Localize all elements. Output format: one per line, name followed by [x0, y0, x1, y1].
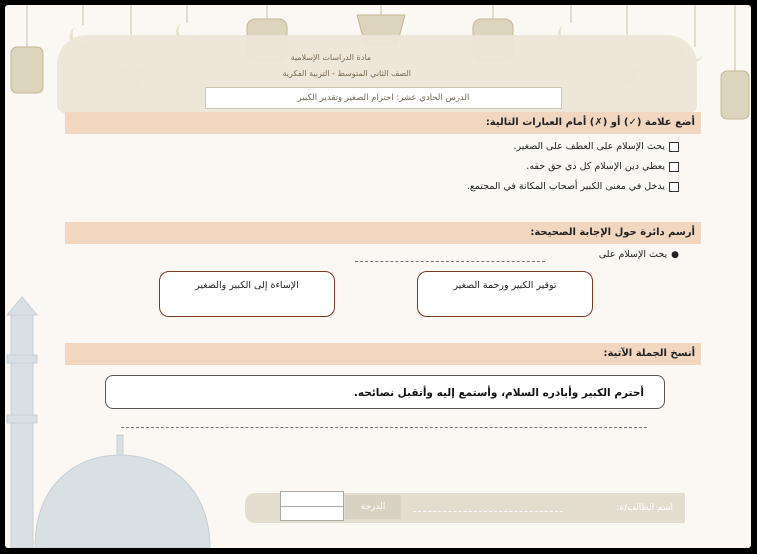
bullet-icon: ●: [671, 249, 679, 260]
subject-title: مادة الدراسات الإسلامية: [290, 53, 371, 62]
choice-right[interactable]: توقير الكبير ورحمة الصغير: [417, 271, 593, 317]
mosque-decoration: [5, 295, 245, 548]
checkbox-3[interactable]: [669, 182, 679, 192]
checkbox-1[interactable]: [669, 142, 679, 152]
choice-left[interactable]: الإساءة إلى الكبير والصغير: [159, 271, 335, 317]
section2-title: أرسم دائرة حول الإجابة الصحيحة:: [65, 222, 701, 244]
copy-sentence: أحترم الكبير وأبادره السلام، وأستمع إليه وأتقبل نصائحه.: [105, 375, 665, 409]
section3-title: أنسخ الجملة الآتية:: [65, 343, 701, 365]
writing-line[interactable]: [121, 427, 647, 428]
answer-line: [355, 261, 545, 262]
student-name-line[interactable]: [413, 511, 563, 512]
grade-title: الصف الثاني المتوسط - التربية الفكرية: [282, 69, 411, 78]
grade-label: الدرجة: [345, 495, 401, 519]
statement-3[interactable]: يدخل في معنى الكبير أصحاب المكانة في المجتمع.: [467, 181, 679, 192]
grade-box[interactable]: [280, 491, 344, 521]
student-name-label: اسم الطالب/ة:: [616, 503, 673, 513]
statement-2[interactable]: يعطي دين الإسلام كل ذي حق حقه.: [526, 161, 679, 172]
worksheet-page: [5, 5, 751, 548]
statement-1[interactable]: يحث الإسلام على العطف على الصغير.: [514, 141, 679, 152]
question-line: ● يحث الإسلام على: [598, 249, 679, 260]
checkbox-2[interactable]: [669, 162, 679, 172]
lesson-title: الدرس الحادي عشر: احترام الصغير وتقدير الكبير: [205, 87, 562, 109]
section1-title: أضع علامة (✓) أو (✗) أمام العبارات التالية:: [65, 112, 701, 134]
